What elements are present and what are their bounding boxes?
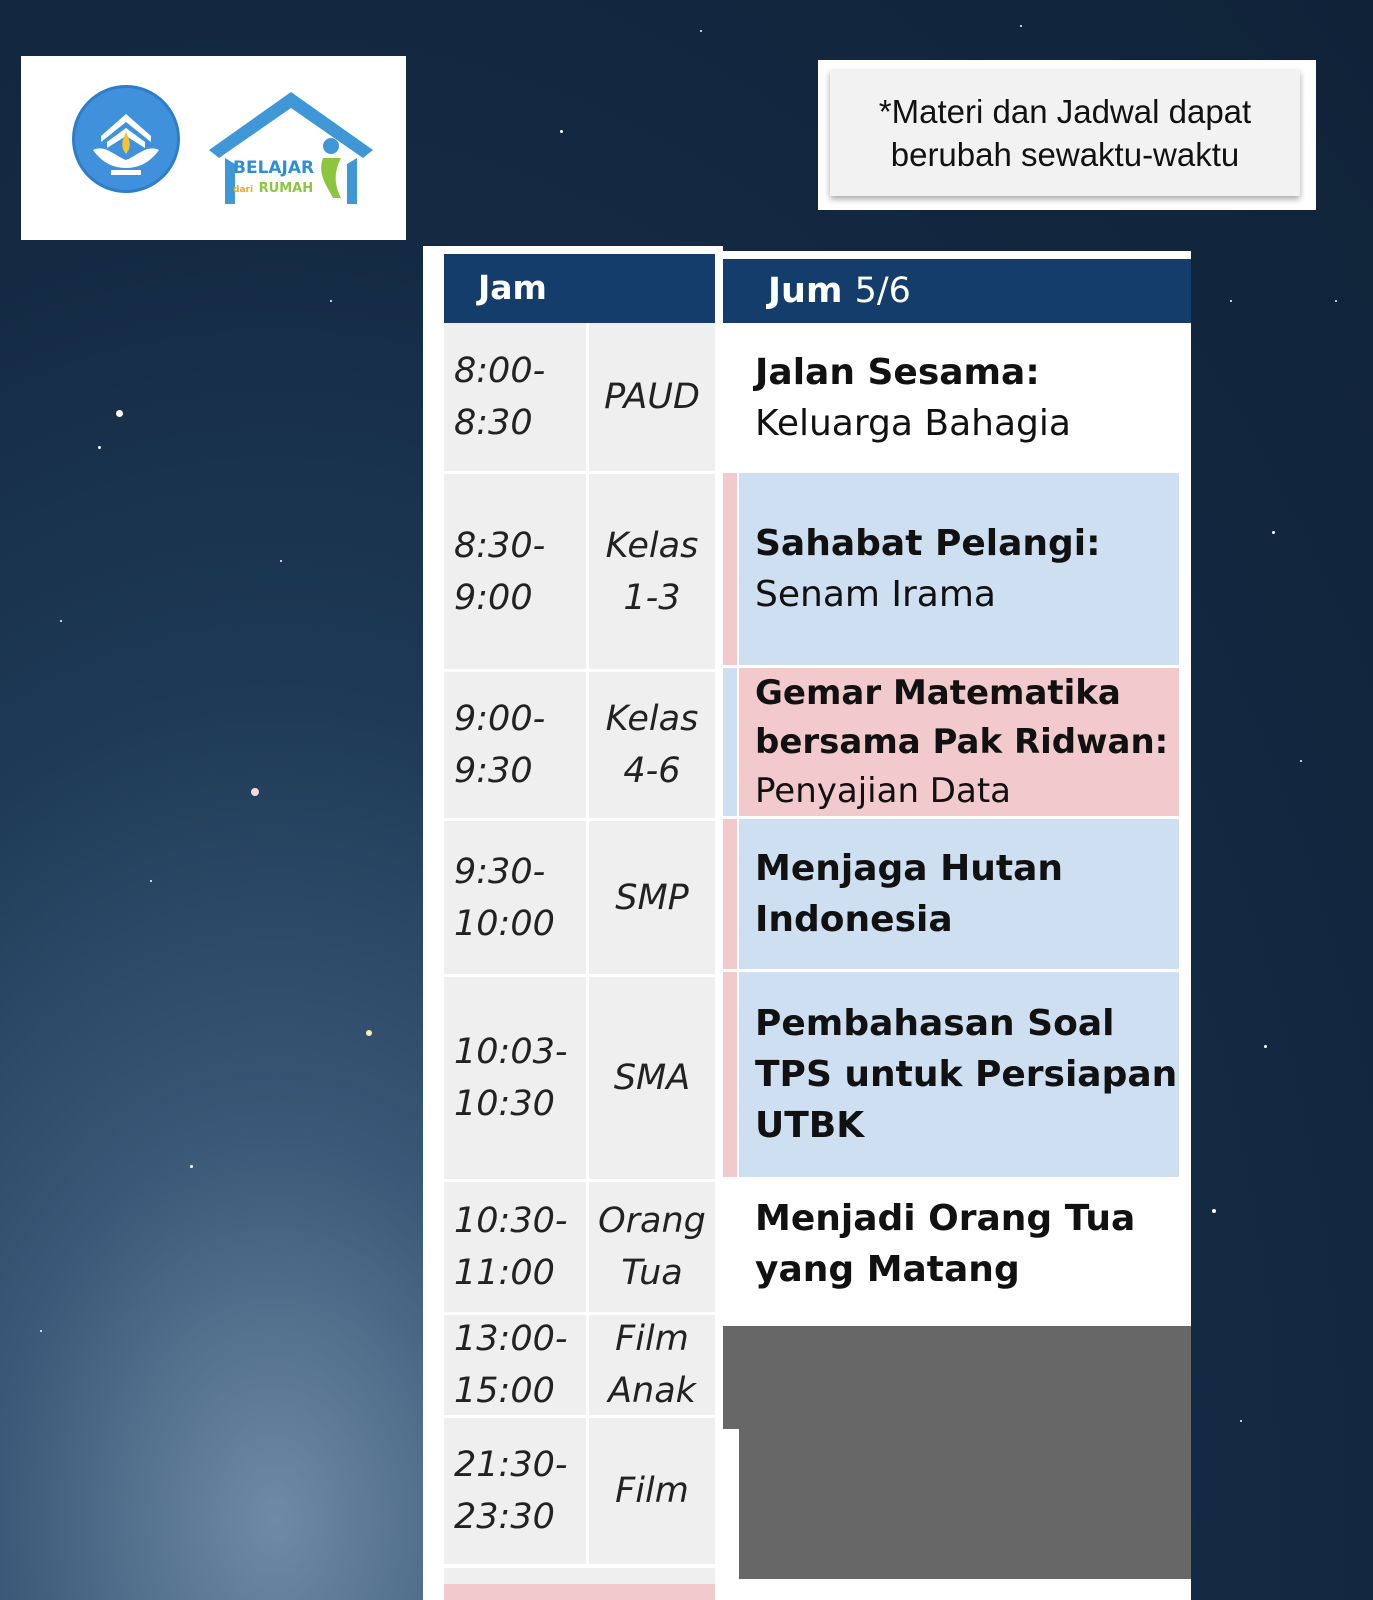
star bbox=[700, 30, 702, 32]
star bbox=[1020, 25, 1022, 27]
time-end: 23:30 bbox=[454, 1497, 555, 1537]
program-cell bbox=[739, 819, 1179, 969]
star bbox=[280, 560, 282, 562]
audience-label: 4-6 bbox=[623, 751, 681, 791]
note-line-2: berubah sewaktu-waktu bbox=[890, 136, 1240, 173]
time-cell bbox=[444, 1182, 586, 1312]
time-end: 10:00 bbox=[454, 903, 555, 944]
row-color-stripe bbox=[723, 473, 737, 665]
time-start: 13:00- bbox=[454, 1319, 568, 1359]
star bbox=[251, 788, 259, 796]
audience-label: Film bbox=[615, 1319, 689, 1359]
program-subtitle: Keluarga Bahagia bbox=[755, 403, 1071, 444]
audience-cell bbox=[589, 323, 715, 471]
star bbox=[150, 880, 152, 882]
time-end: 9:30 bbox=[454, 751, 533, 791]
schedule-header-day bbox=[723, 259, 1191, 323]
star bbox=[560, 130, 563, 133]
time-cell bbox=[444, 821, 586, 974]
day-date: 5/6 bbox=[854, 271, 911, 311]
time-cell bbox=[444, 1418, 586, 1564]
time-cell bbox=[444, 672, 586, 818]
audience-label: Tua bbox=[621, 1253, 683, 1293]
time-start: 9:00- bbox=[454, 699, 546, 739]
time-end: 11:00 bbox=[454, 1253, 555, 1293]
tut-wuri-handayani-emblem-icon bbox=[71, 84, 181, 194]
program-title: Pembahasan Soal TPS untuk Persiapan UTBK bbox=[755, 1003, 1178, 1146]
time-end: 10:30 bbox=[454, 1084, 555, 1124]
star bbox=[1212, 1209, 1216, 1213]
star bbox=[1335, 300, 1337, 302]
schedule-note bbox=[818, 60, 1316, 210]
program-cell bbox=[739, 668, 1179, 816]
time-start: 8:00- bbox=[454, 351, 546, 391]
rumah-label: RUMAH bbox=[258, 181, 314, 196]
program-cell bbox=[739, 972, 1179, 1177]
time-cell bbox=[444, 474, 586, 669]
audience-cell bbox=[589, 672, 715, 818]
time-cell bbox=[444, 1315, 586, 1415]
program-title: Menjaga Hutan Indonesia bbox=[755, 848, 1063, 940]
header-jam-label: Jam bbox=[478, 268, 547, 307]
audience-cell bbox=[589, 1315, 715, 1415]
audience-label: PAUD bbox=[604, 377, 700, 417]
program-subtitle: Penyajian Data bbox=[755, 770, 1011, 811]
next-row-partial-color bbox=[444, 1584, 715, 1600]
audience-cell bbox=[589, 977, 715, 1179]
program-cell bbox=[739, 473, 1179, 665]
audience-cell bbox=[589, 1182, 715, 1312]
star bbox=[40, 1330, 42, 1332]
star bbox=[1264, 1045, 1267, 1048]
time-start: 21:30- bbox=[454, 1445, 568, 1485]
star bbox=[1240, 1420, 1242, 1422]
star bbox=[60, 620, 62, 622]
time-cell bbox=[444, 977, 586, 1179]
time-cell bbox=[444, 323, 586, 471]
program-title: Gemar Matematika bersama Pak Ridwan: bbox=[755, 672, 1169, 762]
program-subtitle: Senam Irama bbox=[755, 574, 996, 615]
program-cell bbox=[739, 1180, 1179, 1308]
dari-label: dari bbox=[233, 185, 254, 195]
time-start: 9:30- bbox=[454, 851, 546, 892]
belajar-label: BELAJAR bbox=[233, 158, 315, 178]
time-end: 8:30 bbox=[454, 403, 533, 443]
program-title: Sahabat Pelangi: bbox=[755, 523, 1101, 564]
star bbox=[116, 410, 123, 417]
star bbox=[190, 1165, 193, 1168]
audience-label: Film bbox=[615, 1471, 689, 1511]
time-end: 9:00 bbox=[454, 577, 533, 618]
time-start: 10:03- bbox=[454, 1032, 568, 1072]
note-line-1: *Materi dan Jadwal dapat bbox=[878, 93, 1252, 130]
redacted-cell bbox=[739, 1429, 1191, 1579]
audience-label: Kelas bbox=[605, 525, 699, 566]
row-color-stripe bbox=[723, 972, 737, 1177]
row-color-stripe bbox=[723, 668, 737, 816]
row-color-stripe bbox=[723, 819, 737, 969]
audience-label: SMP bbox=[615, 877, 689, 918]
time-end: 15:00 bbox=[454, 1371, 555, 1411]
audience-label: 1-3 bbox=[623, 577, 681, 618]
schedule-time-column bbox=[423, 246, 723, 1600]
star bbox=[330, 300, 332, 302]
note-text bbox=[830, 70, 1300, 196]
belajar-dari-rumah-text bbox=[233, 160, 314, 196]
program-title: Menjadi Orang Tua yang Matang bbox=[755, 1198, 1136, 1290]
audience-label: Anak bbox=[608, 1371, 696, 1411]
program-cell bbox=[739, 325, 1179, 471]
day-name: Jum bbox=[768, 271, 843, 311]
audience-label: Kelas bbox=[605, 699, 699, 739]
star bbox=[1272, 531, 1275, 534]
header-day-label bbox=[768, 271, 911, 311]
program-title: Jalan Sesama: bbox=[755, 352, 1040, 393]
audience-label: Orang bbox=[598, 1201, 706, 1241]
time-start: 10:30- bbox=[454, 1201, 568, 1241]
star bbox=[1300, 760, 1302, 762]
audience-cell bbox=[589, 1418, 715, 1564]
audience-cell bbox=[589, 474, 715, 669]
star bbox=[1230, 300, 1232, 302]
star bbox=[98, 446, 101, 449]
audience-cell bbox=[589, 821, 715, 974]
time-start: 8:30- bbox=[454, 525, 546, 566]
schedule-header-time bbox=[444, 254, 715, 323]
schedule-day-column bbox=[723, 251, 1191, 1600]
star bbox=[366, 1030, 372, 1036]
redacted-cell bbox=[723, 1326, 1191, 1429]
audience-label: SMA bbox=[613, 1058, 691, 1098]
logo-panel bbox=[21, 56, 406, 240]
